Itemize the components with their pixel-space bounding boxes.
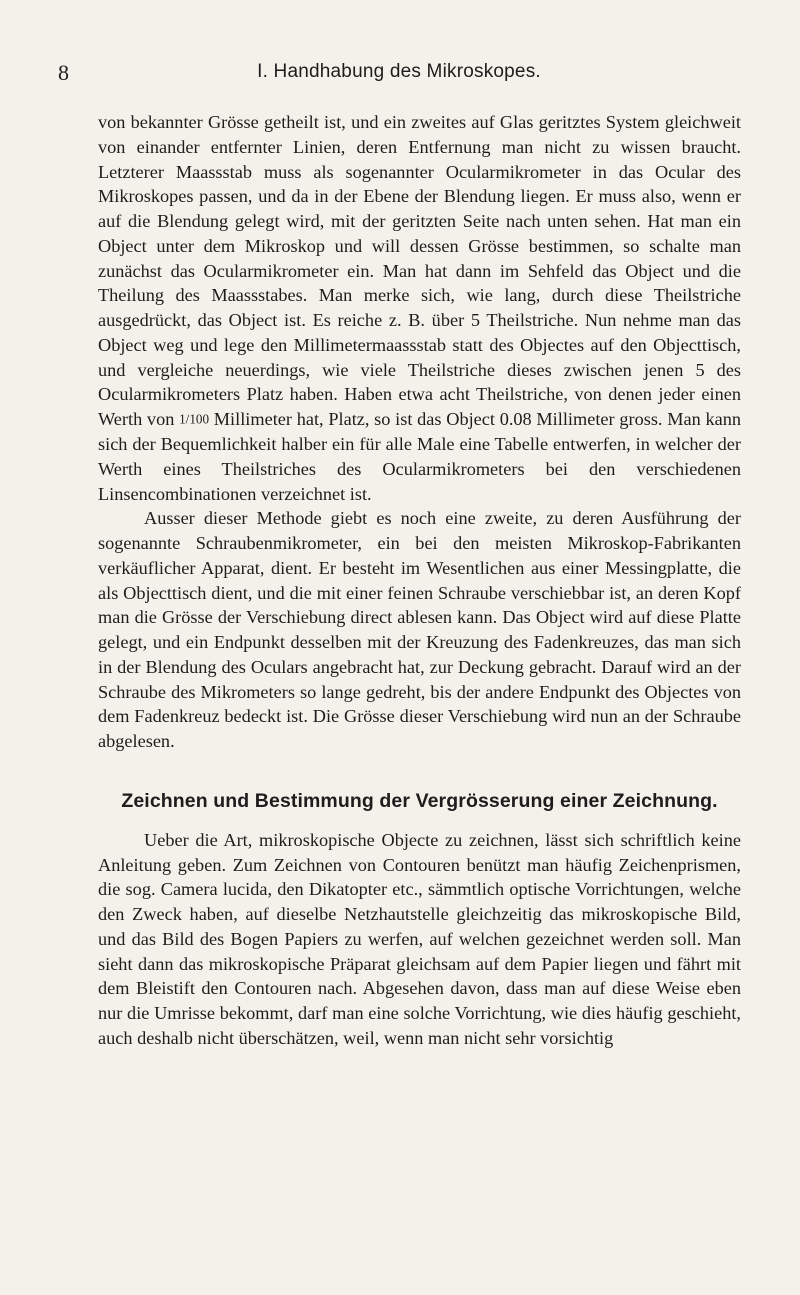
section-heading: Zeichnen und Bestimmung der Vergrösserung einer Zeichnung. <box>121 789 718 812</box>
running-title: I. Handhabung des Mikroskopes. <box>257 61 541 82</box>
paragraph-ocular-micrometer <box>98 110 741 506</box>
paragraph-drawing: Ueber die Art, mikroskopische Objecte zu zeichnen, lässt sich schriftlich keine Anleitung geben. Zum Zeichnen von Contouren benützt man häufig Zeichenprismen, die sog. Camera lucida, den Dikatopter etc., sämmtlich optische Vorrichtungen, welche den Zweck haben, auf dieselbe Netzhautstelle gleichzeitig das mikroskopische Bild, und das Bild des Bogen Papiers zu werfen, auf welchen gezeichnet werden soll. Man sieht dann das mikroskopische Präparat gleichsam auf dem Papier liegen und fährt mit dem Bleistift den Contouren nach. Abgesehen davon, dass man auf diese Weise eben nur die Umrisse bekommt, darf man eine solche Vorrichtung, wie dies häufig geschieht, auch deshalb nicht überschätzen, weil, wenn man nicht sehr vorsichtig <box>98 829 741 1048</box>
paragraph-text: Millimeter hat, Platz, so ist das Object 0.08 Millimeter gross. Man kann sich der Bequemlichkeit halber ein für alle Male eine Tabelle entwerfen, in welcher der Werth eines Theilstriches des Ocularmikrometers bei den verschiedenen Linsencombinationen verzeichnet ist. <box>98 409 742 504</box>
paragraph-text: von bekannter Grösse getheilt ist, und ein zweites auf Glas geritztes System gleichweit von einander entfernter Linien, deren Entfernung man nicht zu wissen braucht. Letzterer Maassstab muss als sogenannter Ocularmikrometer in das Ocular des Mikroskopes passen, und da in der Ebene der Blendung liegen. Er muss also, wenn er auf die Blendung gelegt wird, mit der geritzten Seite nach unten sehen. Hat man ein Object unter dem Mikroskop und will dessen Grösse bestimmen, so schalte man zunächst das Ocularmikrometer ein. Man hat dann im Sehfeld das Object und die Theilung des Maassstabes. Man merke sich, wie lang, durch diese Theilstriche ausgedrückt, das Object ist. Es reiche z. B. über 5 Theilstriche. Nun nehme man das Object weg und lege den Millimetermaassstab statt des Objectes auf den Objecttisch, und vergleiche neuerdings, wie viele Theilstriche dieses zwischen jenen 5 des Ocularmikrometers Platz haben. Haben etwa acht Theilstriche, von denen jeder einen Werth von <box>98 112 741 429</box>
fraction-one-hundredth: 1/100 <box>179 411 210 427</box>
body-text <box>98 110 741 1051</box>
page-number: 8 <box>58 60 70 85</box>
running-head <box>58 60 740 92</box>
paragraph-screw-micrometer: Ausser dieser Methode giebt es noch eine zweite, zu deren Ausführung der sogenannte Schraubenmikrometer, ein bei den meisten Mikroskop-Fabrikanten verkäuflicher Apparat, dient. Er besteht im Wesentlichen aus einer Messingplatte, die als Objecttisch dient, und die mit einer feinen Schraube verschiebbar ist, an deren Kopf man die Grösse der Verschiebung direct ablesen kann. Das Object wird auf diese Platte gelegt, und ein Endpunkt desselben mit der Kreuzung des Fadenkreuzes, das man sich in der Blendung des Oculars angebracht hat, zur Deckung gebracht. Darauf wird an der Schraube des Mikrometers so lange gedreht, bis der andere Endpunkt des Objectes von dem Fadenkreuz bedeckt ist. Die Grösse dieser Verschiebung wird nun an der Schraube abgelesen. <box>98 508 741 752</box>
